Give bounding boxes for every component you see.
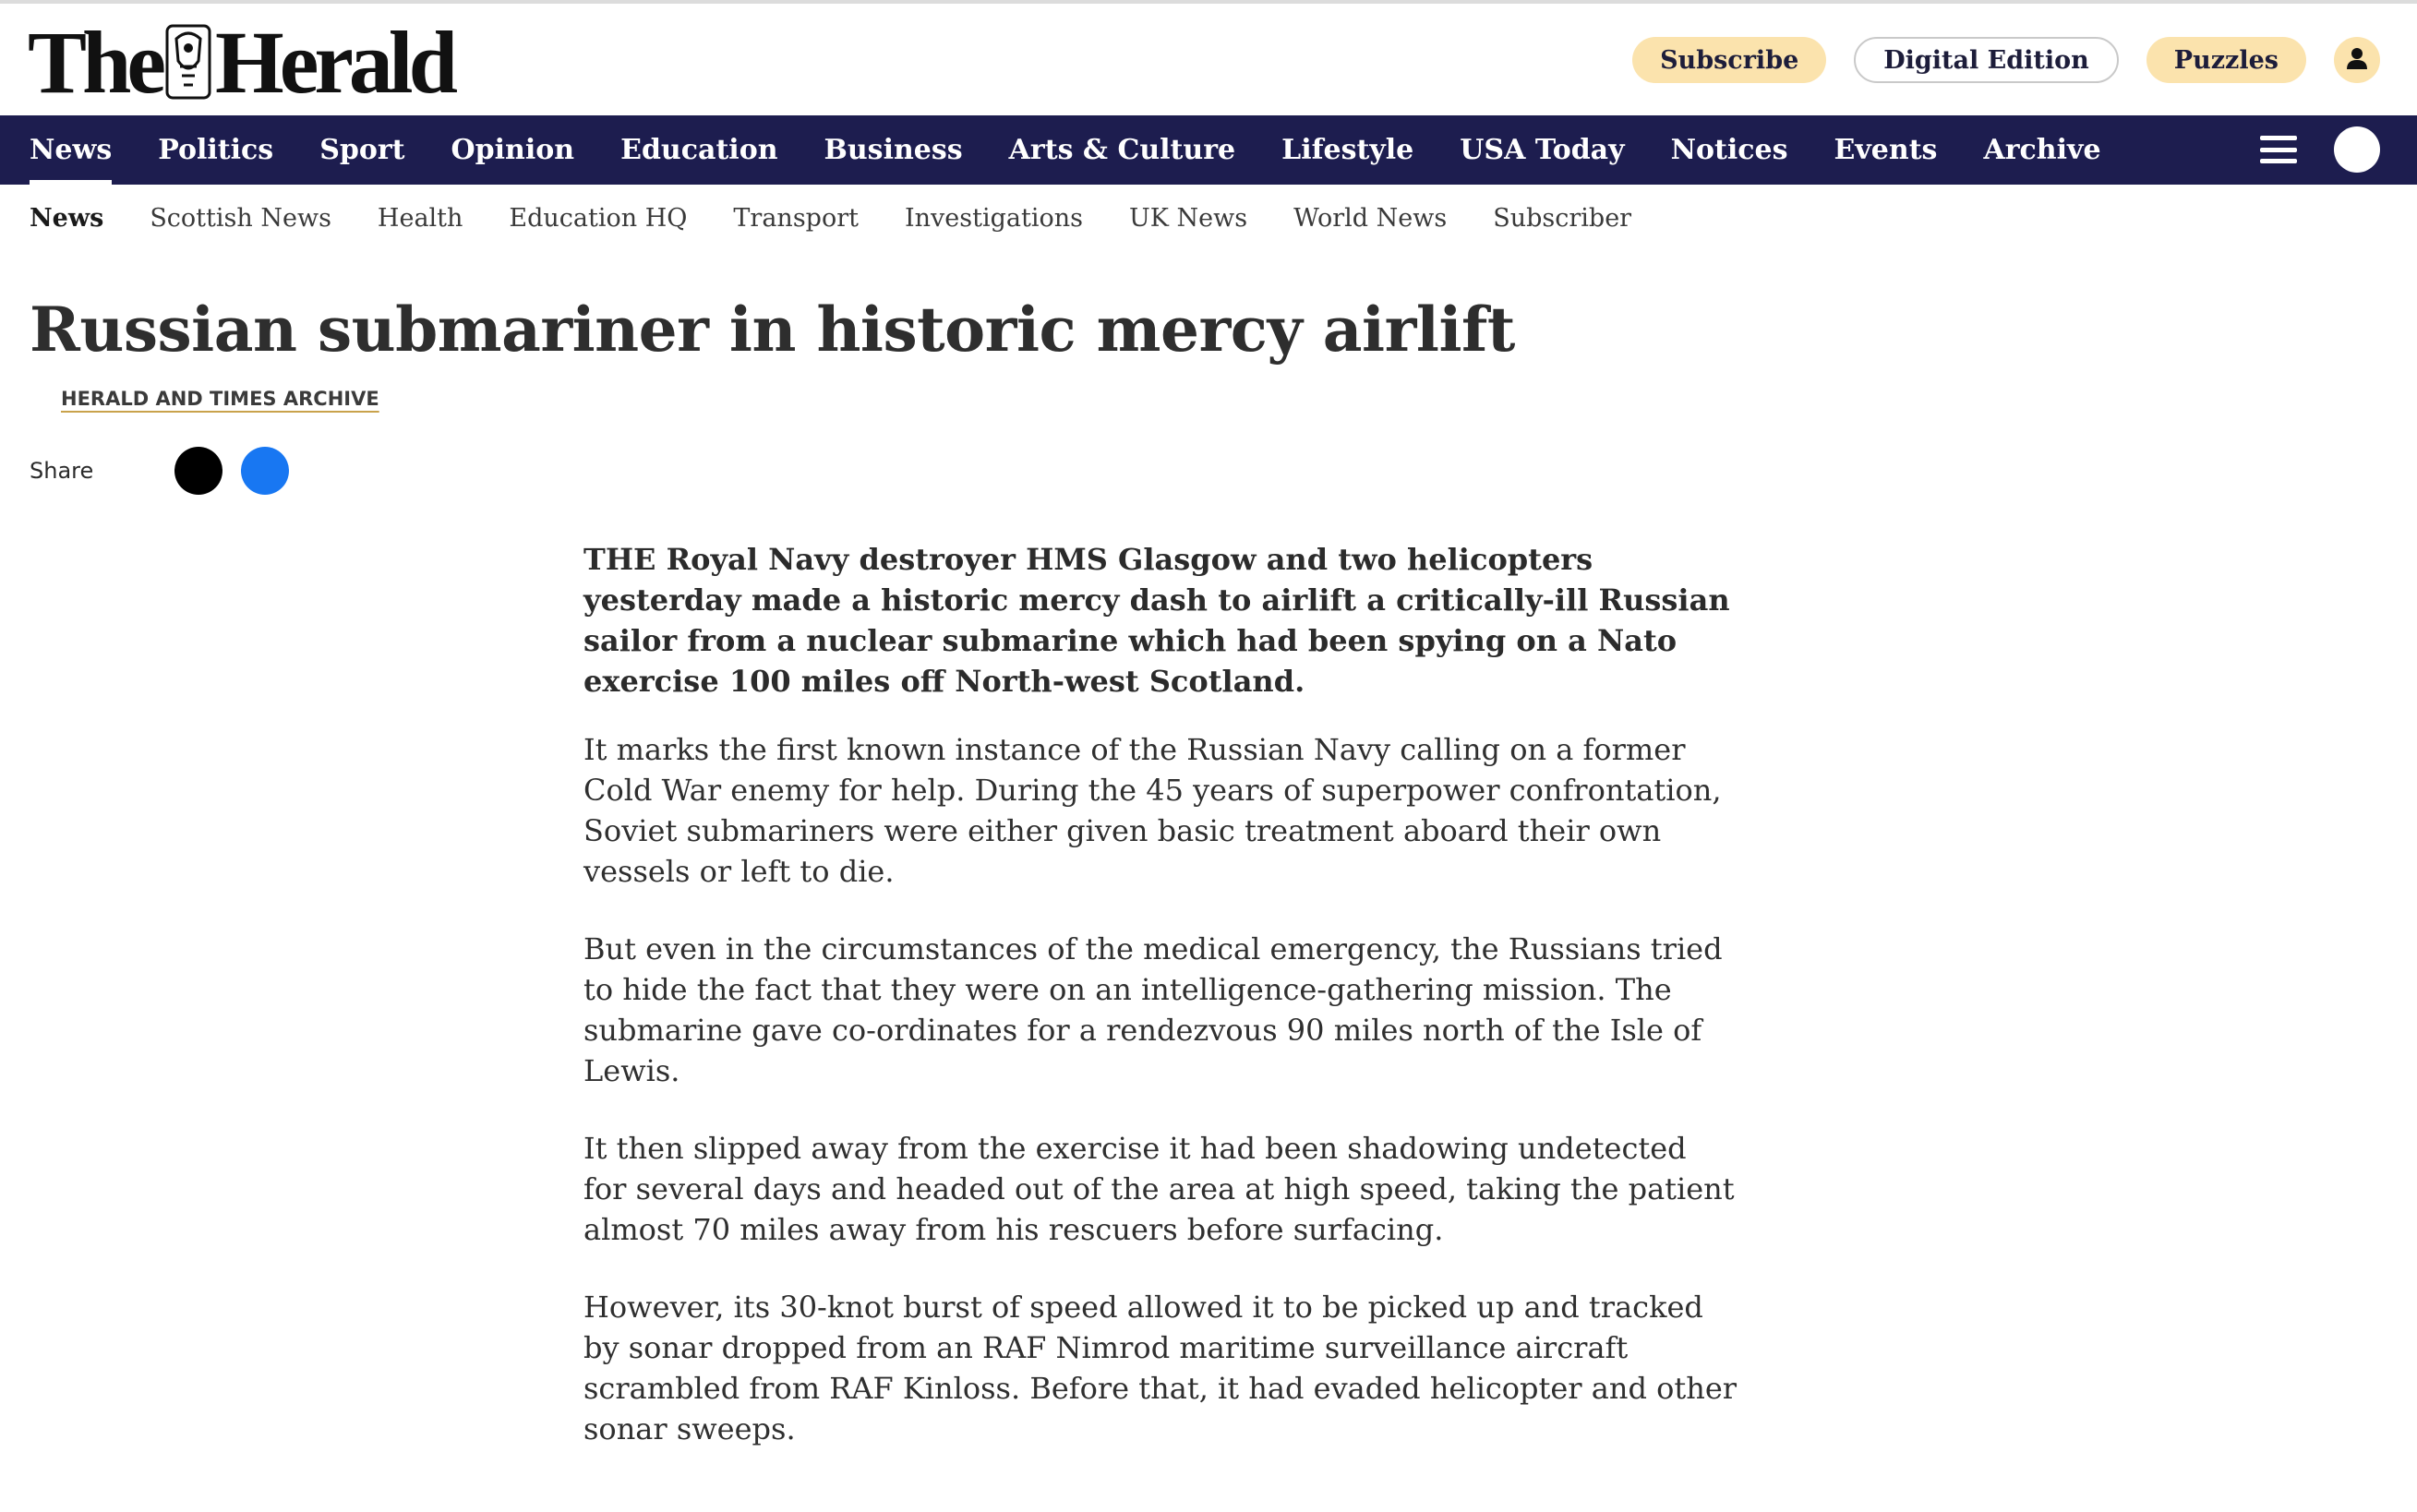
share-label: Share — [30, 458, 94, 484]
secondary-nav-item-world-news[interactable]: World News — [1293, 203, 1448, 233]
user-icon — [2346, 46, 2368, 74]
secondary-nav-item-scottish-news[interactable]: Scottish News — [150, 203, 331, 233]
hamburger-icon[interactable] — [2260, 136, 2297, 163]
primary-nav-item-business[interactable]: Business — [824, 134, 963, 166]
primary-nav — [0, 115, 2417, 185]
primary-nav-item-archive[interactable]: Archive — [1983, 134, 2101, 166]
account-button[interactable] — [2334, 37, 2380, 83]
secondary-nav-item-transport[interactable]: Transport — [733, 203, 859, 233]
primary-nav-item-politics[interactable]: Politics — [158, 134, 274, 166]
primary-nav-item-usa-today[interactable]: USA Today — [1460, 134, 1625, 166]
article-paragraph: However, its 30-knot burst of speed allowed it to be picked up and tracked by sonar dropped from an RAF Nimrod maritime surveillance aircraft scrambled from RAF Kinloss. Before that, it had evaded helicopter and other sonar sweeps. — [583, 1290, 1738, 1446]
primary-nav-item-opinion[interactable]: Opinion — [451, 134, 575, 166]
puzzles-button[interactable]: Puzzles — [2146, 37, 2306, 83]
secondary-nav-item-news[interactable]: News — [30, 203, 104, 233]
secondary-nav-item-education-hq[interactable]: Education HQ — [509, 203, 688, 233]
article-lead: THE Royal Navy destroyer HMS Glasgow and two helicopters yesterday made a historic mercy dash to airlift a critically-ill Russian sailor from a nuclear submarine which had been spying on a Nato exercise 100 miles off North-west Scotland. — [583, 542, 1730, 699]
digital-edition-button[interactable]: Digital Edition — [1854, 37, 2119, 83]
primary-nav-item-lifestyle[interactable]: Lifestyle — [1281, 134, 1414, 166]
secondary-nav-item-subscriber[interactable]: Subscriber — [1493, 203, 1632, 233]
facebook-share-button[interactable] — [241, 447, 289, 495]
logo-text-herald: Herald — [215, 12, 453, 112]
nav-circle-button[interactable] — [2334, 126, 2380, 173]
site-logo[interactable] — [28, 12, 453, 112]
masthead — [0, 4, 2417, 115]
primary-nav-item-news[interactable]: News — [30, 115, 112, 185]
primary-nav-item-sport[interactable]: Sport — [319, 134, 405, 166]
article-paragraph: But even in the circumstances of the medical emergency, the Russians tried to hide the fact that they were on an intelligence-gathering mission. The submarine gave co-ordinates for a rendezvous 90 miles north of the Isle of Lewis. — [583, 931, 1723, 1088]
primary-nav-item-notices[interactable]: Notices — [1670, 134, 1788, 166]
x-share-button[interactable] — [174, 447, 222, 495]
article-paragraph: It marks the first known instance of the Russian Navy calling on a former Cold War enemy for help. During the 45 years of superpower confrontation, Soviet submariners were either given basic treatment aboard their own vessels or left to die. — [583, 732, 1722, 889]
share-bar — [30, 447, 307, 495]
secondary-nav — [30, 199, 1631, 236]
logo-text-the: The — [28, 12, 162, 112]
article-headline: Russian submariner in historic mercy airlift — [30, 294, 1515, 366]
header-actions — [1632, 37, 2380, 83]
nav-right-controls — [2260, 126, 2380, 173]
subscribe-button[interactable]: Subscribe — [1632, 37, 1826, 83]
primary-nav-items — [30, 115, 2101, 185]
primary-nav-item-education[interactable]: Education — [620, 134, 778, 166]
article-body — [583, 539, 1738, 1486]
secondary-nav-item-health[interactable]: Health — [377, 203, 463, 233]
author-link[interactable]: HERALD AND TIMES ARCHIVE — [61, 388, 379, 410]
crest-icon — [163, 20, 213, 103]
primary-nav-item-events[interactable]: Events — [1834, 134, 1938, 166]
article-paragraph: It then slipped away from the exercise it had been shadowing undetected for several days and headed out of the area at high speed, taking the patient almost 70 miles away from his rescuers before surfacing. — [583, 1131, 1735, 1247]
secondary-nav-item-uk-news[interactable]: UK News — [1128, 203, 1248, 233]
secondary-nav-item-investigations[interactable]: Investigations — [904, 203, 1083, 233]
primary-nav-item-arts-culture[interactable]: Arts & Culture — [1008, 134, 1236, 166]
